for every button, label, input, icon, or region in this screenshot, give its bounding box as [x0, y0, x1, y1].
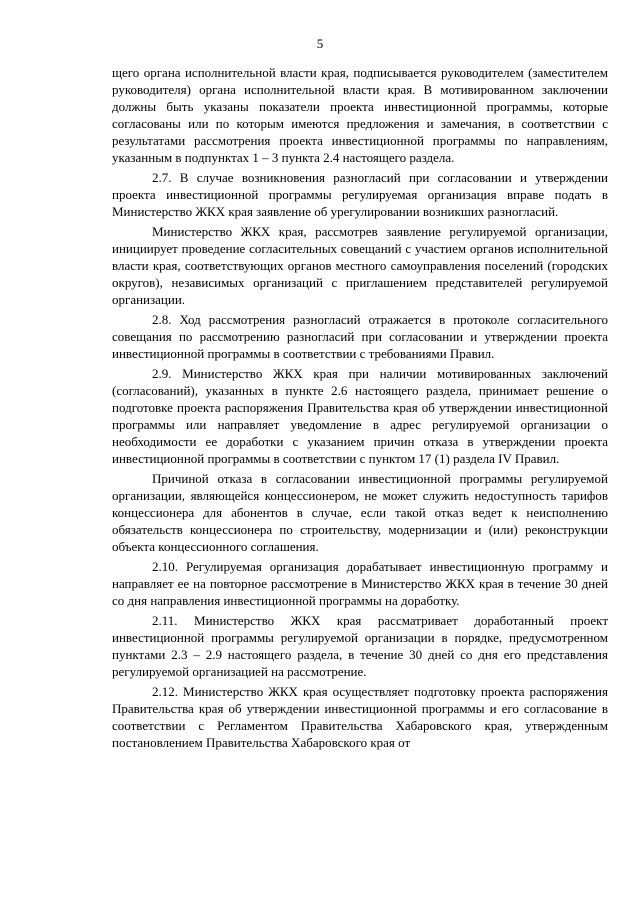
paragraph-2-7: 2.7. В случае возникновения разногласий при согласовании и утверждении проекта инвестиционной программы регулируемая организация вправе подать в Министерство ЖКХ края заявление об урегулировании возникших разногласий.	[112, 170, 608, 219]
paragraph-2-10: 2.10. Регулируемая организация дорабатывает инвестиционную программу и направляет ее на повторное рассмотрение в Министерство ЖКХ края в течение 30 дней со дня направления инвестиционной программы на доработку.	[112, 559, 608, 608]
paragraph-2-9: 2.9. Министерство ЖКХ края при наличии мотивированных заключений (согласований), указанных в пункте 2.6 настоящего раздела, принимает решение о подготовке проекта распоряжения Правительства края об утверждении инвестиционной программы или направляет уведомление в адрес регулируемой организации о необходимости ее доработки с указанием причин отказа в утверждении проекта инвестиционной программы в соответствии с пунктом 17 (1) раздела IV Правил.	[112, 366, 608, 466]
paragraph-2-8: 2.8. Ход рассмотрения разногласий отражается в протоколе согласительного совещания по рассмотрению разногласий при согласовании и утверждении проекта инвестиционной программы в соответствии с требованиями Правил.	[112, 312, 608, 361]
paragraph-2-11: 2.11. Министерство ЖКХ края рассматривает доработанный проект инвестиционной программы регулируемой организации в порядке, предусмотренном пунктами 2.3 – 2.9 настоящего раздела, в течение 30 дней со дня его представления регулируемой организацией на рассмотрение.	[112, 613, 608, 679]
document-body	[112, 64, 608, 752]
paragraph-ministry-review: Министерство ЖКХ края, рассмотрев заявление регулируемой организации, инициирует проведение согласительных совещаний с участием органов исполнительной власти края, соответствующих органов местного самоуправления поселений (городских округов), независимых организаций с приглашением представителей регулируемой организации.	[112, 224, 608, 307]
page-number: 5	[316, 36, 324, 51]
paragraph-continuation: щего органа исполнительной власти края, подписывается руководителем (заместителем руководителя) органа исполнительной власти края. В мотивированном заключении должны быть указаны показатели проекта инвестиционной программы, которые согласованы или по которым имеются предложения и замечания, в соответствии с результатами рассмотрения проекта инвестиционной программы по направлениям, указанным в подпунктах 1 – 3 пункта 2.4 настоящего раздела.	[112, 65, 608, 165]
paragraph-2-12: 2.12. Министерство ЖКХ края осуществляет подготовку проекта распоряжения Правительства края об утверждении инвестиционной программы и его согласование в соответствии с Регламентом Правительства Хабаровского края, утвержденным постановлением Правительства Хабаровского края от	[112, 684, 608, 750]
paragraph-refusal-reason: Причиной отказа в согласовании инвестиционной программы регулируемой организации, являющейся концессионером, не может служить недоступность тарифов концессионера для абонентов в случае, если такой отказ ведет к неисполнению обязательств концессионера по строительству, модернизации и (или) реконструкции объекта концессионного соглашения.	[112, 471, 608, 554]
